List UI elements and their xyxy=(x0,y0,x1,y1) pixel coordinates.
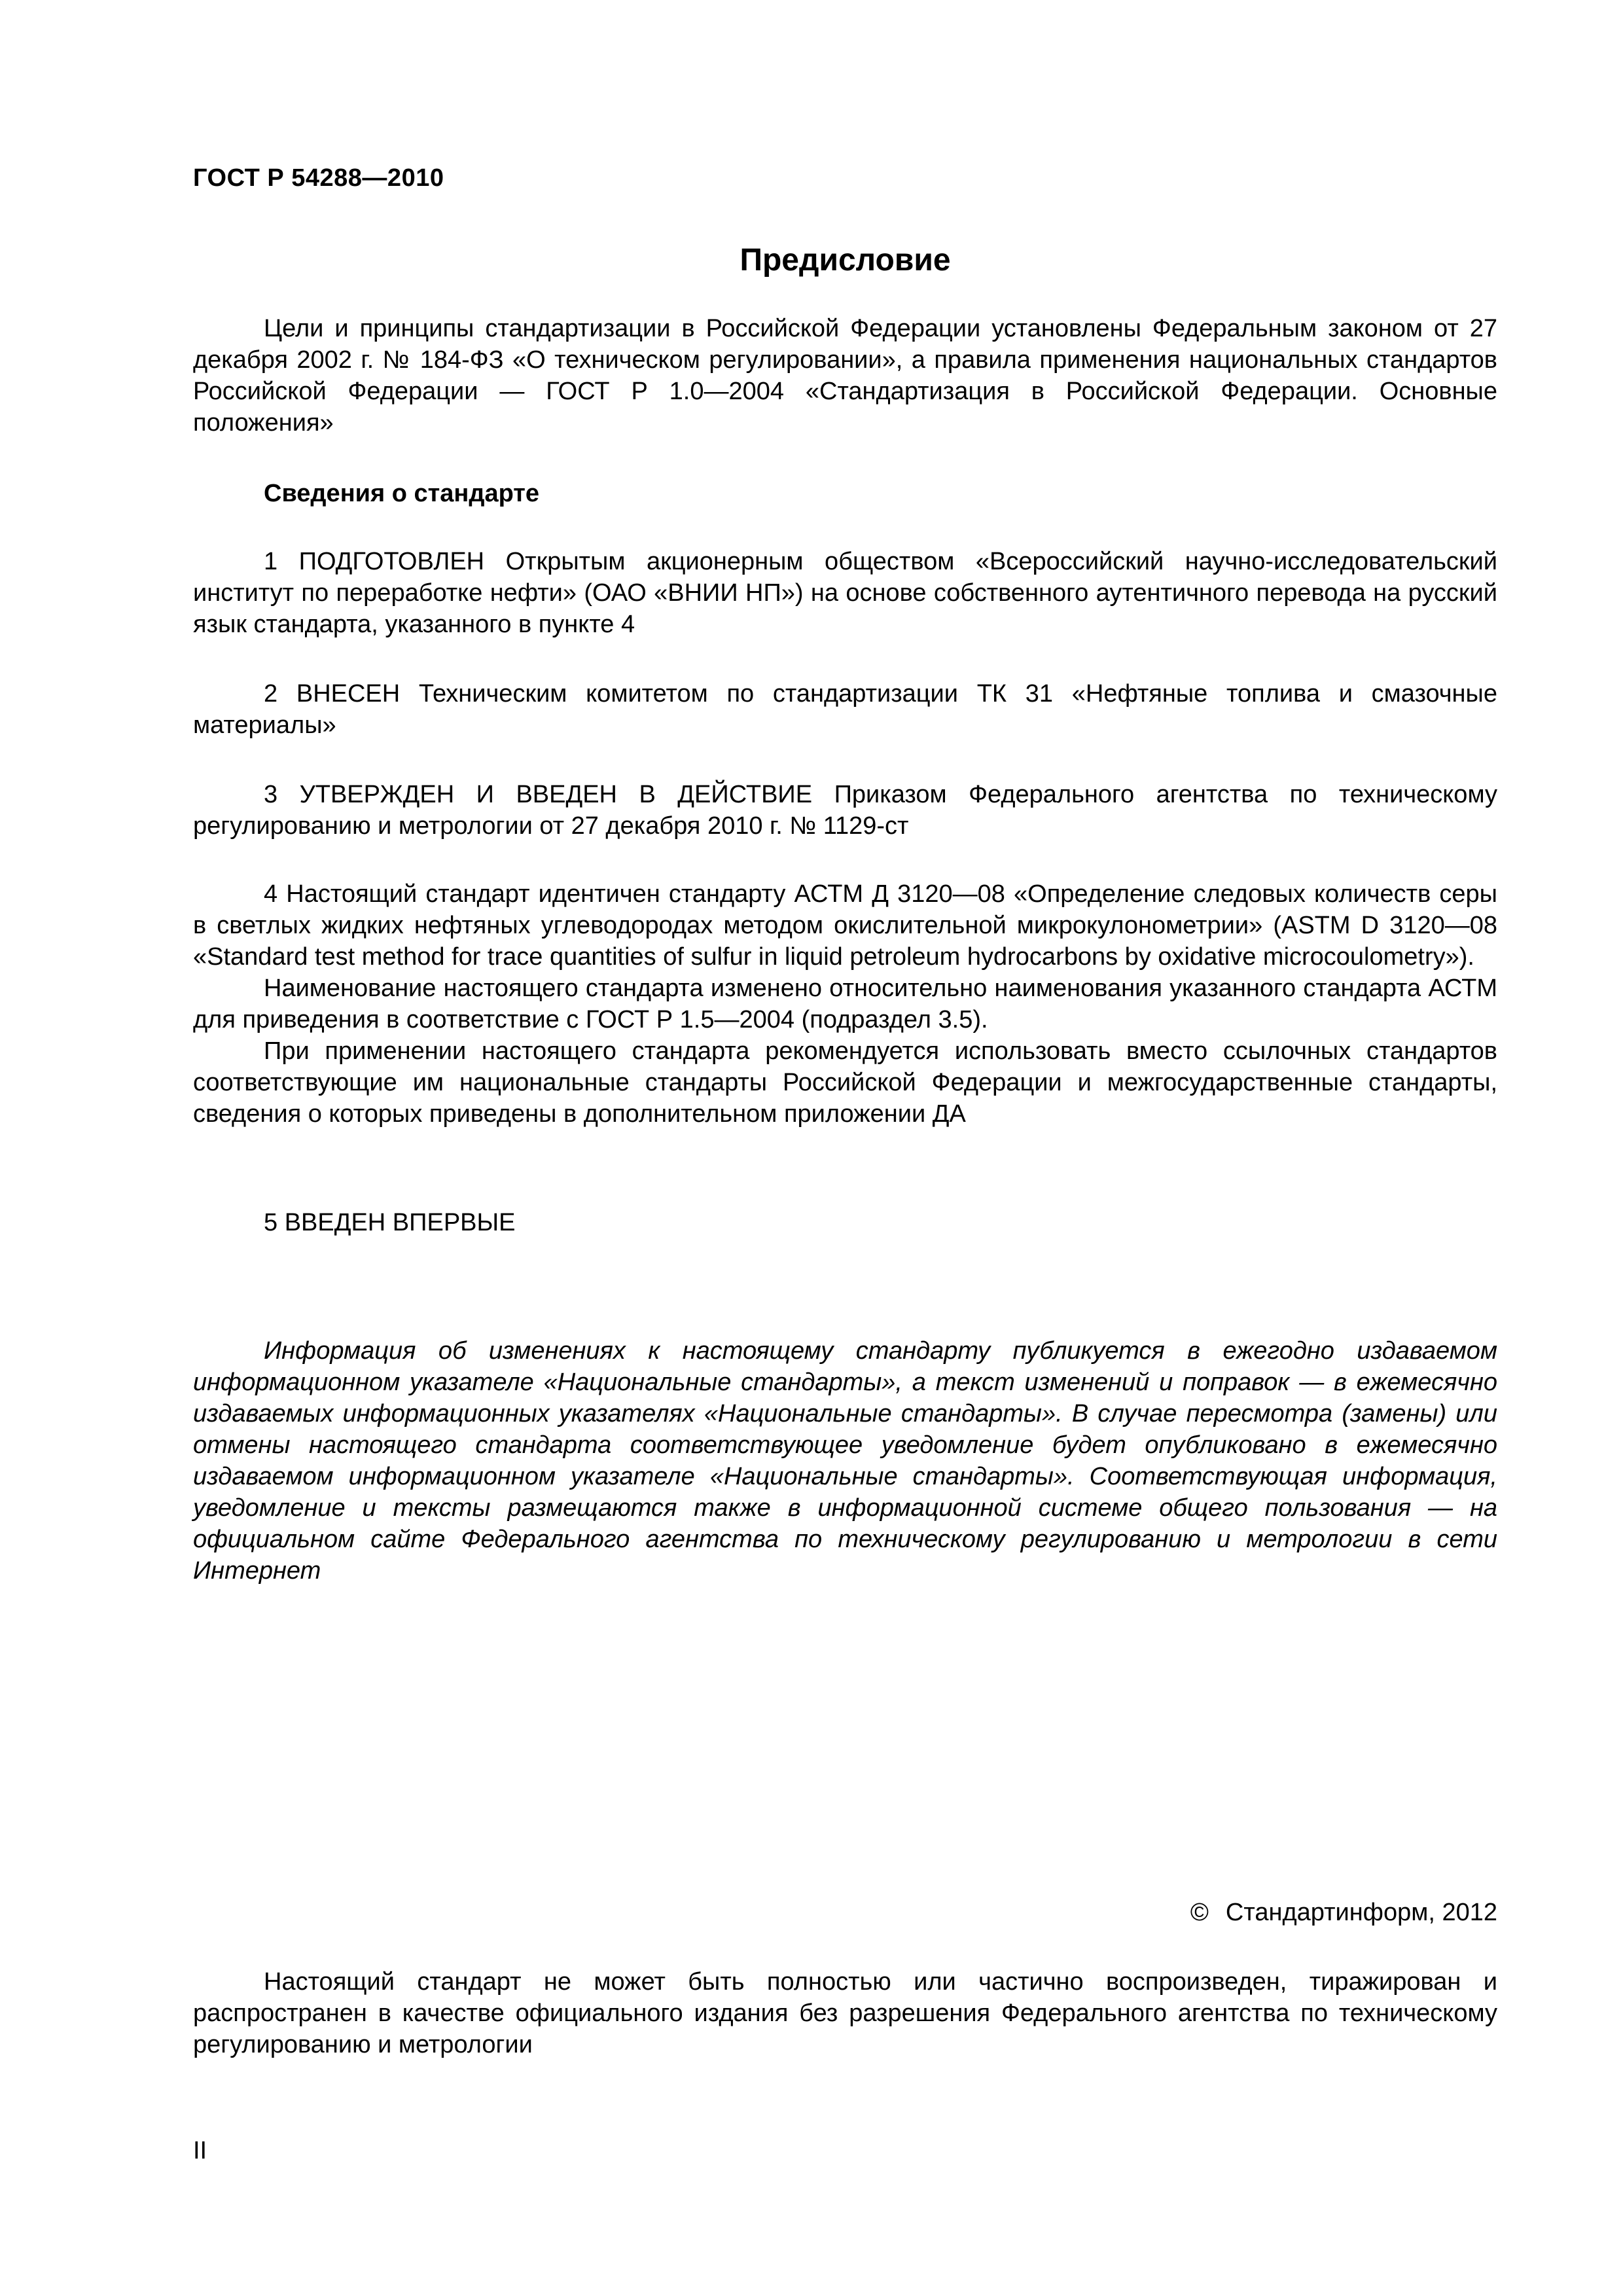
changes-notice-block xyxy=(193,1335,1497,1587)
item-2-block xyxy=(193,678,1497,741)
item-4-paragraph-2: Наименование настоящего стандарта изменено относительно наименования указанного стандарта АСТМ для приведения в соответствие с ГОСТ Р 1.5—2004 (подраздел 3.5). xyxy=(193,975,1497,1033)
item-5-block xyxy=(193,1207,1497,1238)
intro-block xyxy=(193,313,1497,439)
copyright-icon: © xyxy=(1190,1899,1209,1926)
changes-notice: Информация об изменениях к настоящему стандарту публикуется в ежегодно издаваемом информационном указателе «Национальные стандарты», а текст изменений и поправок — в ежемесячно издаваемых информационных указателях «Национальные стандарты». В случае пересмотра (замены) или отмены настоящего стандарта соответствующее уведомление будет опубликовано в ежемесячно издаваемом информационном указателе «Национальные стандарты». Соответствующая информация, уведомление и тексты размещаются также в информационной системе общего пользования — на официальном сайте Федерального агентства по техническому регулированию и метрологии в сети Интернет xyxy=(193,1337,1497,1585)
item-5: 5 ВВЕДЕН ВПЕРВЫЕ xyxy=(264,1209,516,1236)
item-1-block xyxy=(193,546,1497,640)
page-number: II xyxy=(193,2137,207,2164)
item-3: 3 УТВЕРЖДЕН И ВВЕДЕН В ДЕЙСТВИЕ Приказом Федерального агентства по техническому регулированию и метрологии от 27 декабря 2010 г. № 1129-ст xyxy=(193,781,1497,840)
item-4: 4 Настоящий стандарт идентичен стандарту АСТМ Д 3120—08 «Определение следовых количеств серы в светлых жидких нефтяных углеводородах методом окислительной микрокулонометрии» (ASTM D 3120—08 «Standard test method for trace quantities of sulfur in liquid petroleum hydrocarbons by oxidative microcoulometry»). xyxy=(193,880,1497,971)
reproduction-notice-block xyxy=(193,1966,1497,2060)
copyright-line xyxy=(193,1897,1497,1928)
item-2: 2 ВНЕСЕН Техническим комитетом по стандартизации ТК 31 «Нефтяные топлива и смазочные материалы» xyxy=(193,680,1497,739)
copyright-text: Стандартинформ, 2012 xyxy=(1225,1899,1497,1926)
standard-info-heading: Сведения о стандарте xyxy=(264,480,540,507)
intro-paragraph: Цели и принципы стандартизации в Российской Федерации установлены Федеральным законом от 27 декабря 2002 г. № 184-ФЗ «О техническом регулировании», а правила применения национальных стандартов Российской Федерации — ГОСТ Р 1.0—2004 «Стандартизация в Российской Федерации. Основные положения» xyxy=(193,315,1497,437)
item-1: 1 ПОДГОТОВЛЕН Открытым акционерным обществом «Всероссийский научно-исследовательский институт по переработке нефти» (ОАО «ВНИИ НП») на основе собственного аутентичного перевода на русский язык стандарта, указанного в пункте 4 xyxy=(193,548,1497,638)
item-4-block xyxy=(193,878,1497,1130)
page-title: Предисловие xyxy=(740,243,951,278)
item-4-paragraph-3: При применении настоящего стандарта рекомендуется использовать вместо ссылочных стандартов соответствующие им национальные стандарты Российской Федерации и межгосударственные стандарты, сведения о которых приведены в дополнительном приложении ДА xyxy=(193,1037,1497,1128)
reproduction-notice: Настоящий стандарт не может быть полностью или частично воспроизведен, тиражирован и распространен в качестве официального издания без разрешения Федерального агентства по техническому регулированию и метрологии xyxy=(193,1968,1497,2058)
standard-info-heading-block xyxy=(193,478,1497,509)
item-3-block xyxy=(193,779,1497,842)
document-code: ГОСТ Р 54288—2010 xyxy=(193,164,444,192)
